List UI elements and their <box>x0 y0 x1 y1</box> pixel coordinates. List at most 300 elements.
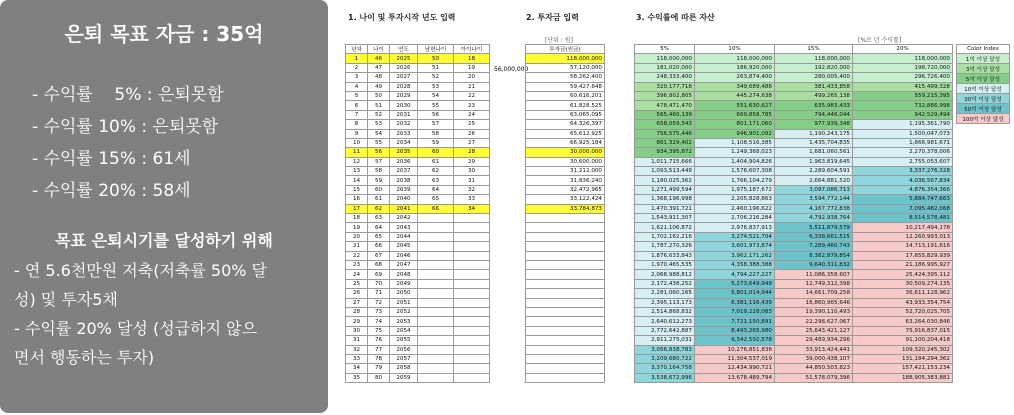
age-table-cell[interactable]: 2048 <box>390 270 418 279</box>
age-table-cell[interactable]: 65 <box>368 232 390 241</box>
returns-cell[interactable]: 157,421,153,234 <box>853 364 953 373</box>
age-table-cell[interactable]: 63 <box>368 214 390 223</box>
returns-cell[interactable]: 11,086,358,607 <box>775 270 853 279</box>
returns-cell[interactable]: 4,794,227,227 <box>695 270 775 279</box>
age-table-cell[interactable]: 55 <box>368 138 390 147</box>
returns-cell[interactable]: 934,395,872 <box>635 148 695 157</box>
age-table-cell[interactable] <box>418 242 454 251</box>
age-table-cell[interactable] <box>418 373 454 382</box>
investment-cell[interactable] <box>526 298 605 307</box>
age-table-cell[interactable]: 2053 <box>390 317 418 326</box>
returns-cell[interactable]: 36,611,128,962 <box>853 289 953 298</box>
returns-cell[interactable]: 1,702,162,216 <box>635 232 695 241</box>
age-table-cell[interactable]: 51 <box>418 63 454 72</box>
returns-cell[interactable]: 3,370,164,758 <box>635 364 695 373</box>
age-table-cell[interactable]: 76 <box>368 336 390 345</box>
returns-cell[interactable]: 21,186,995,927 <box>853 260 953 269</box>
returns-cell[interactable]: 8,514,578,481 <box>853 214 953 223</box>
age-table-cell[interactable]: 2054 <box>390 326 418 335</box>
returns-cell[interactable]: 8,382,879,854 <box>775 251 853 260</box>
age-table-cell[interactable] <box>418 345 454 354</box>
age-table-cell[interactable]: 9 <box>346 129 368 138</box>
investment-cell[interactable]: 31,836,240 <box>526 176 605 185</box>
returns-cell[interactable]: 296,726,400 <box>853 73 953 82</box>
investment-cell[interactable] <box>526 232 605 241</box>
returns-cell[interactable]: 1,011,715,666 <box>635 157 695 166</box>
age-table-cell[interactable]: 56 <box>418 110 454 119</box>
returns-cell[interactable]: 118,000,000 <box>635 54 695 63</box>
age-table-cell[interactable] <box>454 345 490 354</box>
age-table-cell[interactable]: 60 <box>418 148 454 157</box>
returns-cell[interactable]: 14,713,191,616 <box>853 242 953 251</box>
age-table-cell[interactable]: 6 <box>346 101 368 110</box>
age-table-cell[interactable]: 77 <box>368 345 390 354</box>
age-table-cell[interactable]: 58 <box>368 167 390 176</box>
age-table-cell[interactable]: 2042 <box>390 214 418 223</box>
returns-cell[interactable]: 3,962,171,262 <box>695 251 775 260</box>
returns-cell[interactable]: 565,460,139 <box>635 110 695 119</box>
returns-cell[interactable]: 1,249,368,023 <box>695 148 775 157</box>
returns-cell[interactable]: 669,858,785 <box>695 110 775 119</box>
returns-cell[interactable]: 33,913,424,441 <box>775 345 853 354</box>
age-table-cell[interactable]: 57 <box>418 120 454 129</box>
age-table-cell[interactable] <box>454 251 490 260</box>
age-table-cell[interactable]: 2045 <box>390 242 418 251</box>
investment-cell[interactable] <box>526 270 605 279</box>
returns-cell[interactable]: 7,095,482,068 <box>853 204 953 213</box>
age-table-cell[interactable]: 23 <box>454 101 490 110</box>
age-table-cell[interactable]: 35 <box>346 373 368 382</box>
age-table-cell[interactable]: 2034 <box>390 138 418 147</box>
returns-cell[interactable]: 2,911,275,031 <box>635 336 695 345</box>
returns-cell[interactable]: 2,281,060,165 <box>635 289 695 298</box>
age-table-cell[interactable]: 64 <box>368 223 390 232</box>
investment-cell[interactable] <box>526 307 605 316</box>
returns-cell[interactable]: 1,621,106,872 <box>635 223 695 232</box>
returns-cell[interactable]: 1,975,187,672 <box>695 185 775 194</box>
returns-cell[interactable]: 25,424,395,112 <box>853 270 953 279</box>
returns-cell[interactable]: 1,500,047,073 <box>853 129 953 138</box>
returns-cell[interactable]: 63,264,030,846 <box>853 317 953 326</box>
returns-cell[interactable]: 2,172,438,252 <box>635 279 695 288</box>
age-table-cell[interactable]: 57 <box>368 157 390 166</box>
returns-cell[interactable]: 4,876,354,366 <box>853 185 953 194</box>
age-table-cell[interactable]: 55 <box>418 101 454 110</box>
investment-cell[interactable] <box>526 364 605 373</box>
age-table-cell[interactable]: 2026 <box>390 63 418 72</box>
returns-cell[interactable]: 1,271,499,594 <box>635 185 695 194</box>
age-table-cell[interactable]: 2031 <box>390 110 418 119</box>
age-table-cell[interactable] <box>418 364 454 373</box>
investment-cell[interactable]: 60,616,201 <box>526 91 605 100</box>
age-table-cell[interactable] <box>454 223 490 232</box>
age-table-cell[interactable]: 24 <box>454 110 490 119</box>
returns-cell[interactable]: 2,640,612,273 <box>635 317 695 326</box>
returns-cell[interactable]: 16,860,965,646 <box>775 298 853 307</box>
returns-cell[interactable]: 10,276,851,836 <box>695 345 775 354</box>
age-table-cell[interactable]: 10 <box>346 138 368 147</box>
returns-cell[interactable]: 1,180,025,362 <box>635 176 695 185</box>
returns-cell[interactable]: 118,000,000 <box>695 54 775 63</box>
returns-cell[interactable]: 1,970,465,535 <box>635 260 695 269</box>
returns-cell[interactable]: 91,100,204,418 <box>853 336 953 345</box>
age-table-cell[interactable] <box>418 260 454 269</box>
age-table-cell[interactable] <box>418 336 454 345</box>
age-table-cell[interactable] <box>454 260 490 269</box>
age-table-cell[interactable]: 26 <box>346 289 368 298</box>
returns-cell[interactable]: 248,333,400 <box>635 73 695 82</box>
age-table-cell[interactable]: 2028 <box>390 82 418 91</box>
returns-cell[interactable]: 11,304,537,019 <box>695 354 775 363</box>
returns-cell[interactable]: 5,884,747,663 <box>853 195 953 204</box>
returns-cell[interactable]: 396,802,805 <box>635 91 695 100</box>
returns-cell[interactable]: 1,681,060,561 <box>775 148 853 157</box>
age-table-cell[interactable]: 25 <box>454 120 490 129</box>
age-table-cell[interactable] <box>454 354 490 363</box>
age-table-cell[interactable]: 2047 <box>390 260 418 269</box>
returns-cell[interactable]: 1,093,513,449 <box>635 167 695 176</box>
returns-cell[interactable]: 198,720,000 <box>853 63 953 72</box>
returns-cell[interactable]: 551,630,627 <box>695 101 775 110</box>
returns-cell[interactable]: 6,381,116,439 <box>695 298 775 307</box>
returns-cell[interactable]: 801,171,060 <box>695 120 775 129</box>
age-table-cell[interactable]: 2035 <box>390 148 418 157</box>
age-table-cell[interactable]: 14 <box>346 176 368 185</box>
returns-cell[interactable]: 3,209,680,722 <box>635 354 695 363</box>
returns-cell[interactable]: 8,493,265,980 <box>695 326 775 335</box>
age-table-cell[interactable]: 2037 <box>390 167 418 176</box>
age-table-cell[interactable]: 62 <box>418 167 454 176</box>
returns-cell[interactable]: 118,000,000 <box>775 54 853 63</box>
returns-cell[interactable]: 1,963,819,645 <box>775 157 853 166</box>
age-table-cell[interactable] <box>418 232 454 241</box>
age-table-cell[interactable] <box>454 364 490 373</box>
returns-cell[interactable]: 1,435,704,835 <box>775 138 853 147</box>
returns-cell[interactable]: 192,820,000 <box>775 63 853 72</box>
returns-cell[interactable]: 51,578,079,396 <box>775 373 853 382</box>
returns-cell[interactable]: 118,000,000 <box>853 54 953 63</box>
age-table-cell[interactable]: 7 <box>346 110 368 119</box>
returns-cell[interactable]: 3,097,086,713 <box>775 185 853 194</box>
returns-cell[interactable]: 12,749,312,398 <box>775 279 853 288</box>
age-table-cell[interactable]: 50 <box>418 54 454 63</box>
returns-cell[interactable]: 188,905,383,881 <box>853 373 953 382</box>
age-table-cell[interactable] <box>418 307 454 316</box>
returns-cell[interactable]: 263,874,400 <box>695 73 775 82</box>
age-table-cell[interactable]: 22 <box>346 251 368 260</box>
returns-cell[interactable]: 942,529,494 <box>853 110 953 119</box>
age-table-cell[interactable]: 31 <box>346 336 368 345</box>
returns-cell[interactable]: 5,273,649,949 <box>695 279 775 288</box>
returns-cell[interactable]: 349,689,488 <box>695 82 775 91</box>
returns-cell[interactable]: 1,787,270,326 <box>635 242 695 251</box>
returns-cell[interactable]: 29,489,934,296 <box>775 336 853 345</box>
returns-cell[interactable]: 9,640,311,832 <box>775 260 853 269</box>
returns-cell[interactable]: 1,543,911,307 <box>635 214 695 223</box>
investment-cell[interactable]: 118,000,000 <box>526 54 605 63</box>
age-table-cell[interactable] <box>418 223 454 232</box>
returns-cell[interactable]: 1,108,516,385 <box>695 138 775 147</box>
age-table-cell[interactable]: 13 <box>346 167 368 176</box>
age-table-cell[interactable]: 32 <box>454 185 490 194</box>
age-table-cell[interactable] <box>454 326 490 335</box>
age-table-cell[interactable]: 2044 <box>390 232 418 241</box>
returns-cell[interactable]: 381,433,858 <box>775 82 853 91</box>
age-table-cell[interactable]: 2036 <box>390 157 418 166</box>
age-table-cell[interactable]: 2030 <box>390 101 418 110</box>
age-table-cell[interactable] <box>418 270 454 279</box>
age-table-cell[interactable] <box>454 336 490 345</box>
age-table-cell[interactable]: 59 <box>368 176 390 185</box>
returns-cell[interactable]: 2,289,604,591 <box>775 167 853 176</box>
age-table-cell[interactable]: 11 <box>346 148 368 157</box>
returns-cell[interactable]: 30,509,274,135 <box>853 279 953 288</box>
returns-cell[interactable]: 9,342,592,578 <box>695 336 775 345</box>
age-table-cell[interactable] <box>454 373 490 382</box>
returns-cell[interactable]: 635,983,433 <box>775 101 853 110</box>
age-table-cell[interactable]: 2043 <box>390 223 418 232</box>
returns-cell[interactable]: 109,320,245,302 <box>853 345 953 354</box>
investment-cell[interactable]: 63,065,095 <box>526 110 605 119</box>
age-table-cell[interactable] <box>418 251 454 260</box>
returns-cell[interactable]: 1,876,633,843 <box>635 251 695 260</box>
age-table-cell[interactable]: 2057 <box>390 354 418 363</box>
age-table-cell[interactable] <box>454 307 490 316</box>
age-table-cell[interactable] <box>418 354 454 363</box>
age-table-cell[interactable]: 68 <box>368 260 390 269</box>
age-table-cell[interactable]: 32 <box>346 345 368 354</box>
age-table-cell[interactable]: 2058 <box>390 364 418 373</box>
returns-cell[interactable]: 17,655,829,939 <box>853 251 953 260</box>
age-table-cell[interactable]: 18 <box>454 54 490 63</box>
returns-cell[interactable]: 499,265,138 <box>775 91 853 100</box>
age-table-cell[interactable] <box>418 326 454 335</box>
returns-cell[interactable]: 3,538,672,996 <box>635 373 695 382</box>
age-table-cell[interactable]: 19 <box>454 63 490 72</box>
age-table-cell[interactable]: 19 <box>346 223 368 232</box>
returns-cell[interactable]: 2,755,053,607 <box>853 157 953 166</box>
age-table-cell[interactable]: 31 <box>454 176 490 185</box>
age-table-cell[interactable]: 70 <box>368 279 390 288</box>
age-table-cell[interactable]: 48 <box>368 73 390 82</box>
age-table-cell[interactable]: 47 <box>368 63 390 72</box>
age-table-cell[interactable]: 1 <box>346 54 368 63</box>
age-table-cell[interactable]: 54 <box>368 129 390 138</box>
age-table-cell[interactable]: 2051 <box>390 298 418 307</box>
age-table-cell[interactable] <box>454 214 490 223</box>
age-table-cell[interactable] <box>454 289 490 298</box>
age-table-cell[interactable]: 27 <box>454 138 490 147</box>
returns-cell[interactable]: 2,068,988,812 <box>635 270 695 279</box>
returns-cell[interactable]: 12,260,993,013 <box>853 232 953 241</box>
age-table-cell[interactable]: 69 <box>368 270 390 279</box>
returns-cell[interactable]: 12,434,990,721 <box>695 364 775 373</box>
age-table-cell[interactable] <box>454 242 490 251</box>
age-table-cell[interactable]: 2 <box>346 63 368 72</box>
age-table-cell[interactable]: 30 <box>346 326 368 335</box>
returns-cell[interactable]: 977,939,348 <box>775 120 853 129</box>
age-table-cell[interactable]: 74 <box>368 317 390 326</box>
returns-cell[interactable]: 5,511,879,579 <box>775 223 853 232</box>
age-table-cell[interactable]: 60 <box>368 185 390 194</box>
returns-cell[interactable]: 1,866,981,671 <box>853 138 953 147</box>
returns-cell[interactable]: 478,471,470 <box>635 101 695 110</box>
investment-cell[interactable]: 64,326,397 <box>526 120 605 129</box>
returns-cell[interactable]: 131,184,294,362 <box>853 354 953 363</box>
returns-cell[interactable]: 658,059,543 <box>635 120 695 129</box>
returns-cell[interactable]: 4,036,567,834 <box>853 176 953 185</box>
returns-cell[interactable]: 1,404,904,826 <box>695 157 775 166</box>
investment-cell[interactable] <box>526 345 605 354</box>
age-table-cell[interactable]: 2046 <box>390 251 418 260</box>
age-table-cell[interactable]: 17 <box>346 204 368 213</box>
returns-cell[interactable]: 7,019,228,083 <box>695 307 775 316</box>
investment-cell[interactable]: 30,000,000 <box>526 148 605 157</box>
age-table-cell[interactable]: 61 <box>368 195 390 204</box>
returns-cell[interactable]: 14,661,709,258 <box>775 289 853 298</box>
age-table-cell[interactable]: 64 <box>418 185 454 194</box>
returns-cell[interactable]: 25,643,421,127 <box>775 326 853 335</box>
investment-cell[interactable]: 61,828,525 <box>526 101 605 110</box>
returns-cell[interactable]: 4,792,938,764 <box>775 214 853 223</box>
age-table-cell[interactable] <box>454 298 490 307</box>
age-table-cell[interactable]: 2049 <box>390 279 418 288</box>
returns-cell[interactable]: 19,390,110,493 <box>775 307 853 316</box>
returns-cell[interactable]: 186,920,000 <box>695 63 775 72</box>
age-table-cell[interactable]: 78 <box>368 354 390 363</box>
investment-cell[interactable] <box>526 214 605 223</box>
returns-cell[interactable]: 181,020,000 <box>635 63 695 72</box>
returns-cell[interactable]: 756,575,446 <box>635 129 695 138</box>
age-table-cell[interactable]: 2059 <box>390 373 418 382</box>
age-table-cell[interactable]: 2056 <box>390 345 418 354</box>
age-table-cell[interactable]: 2040 <box>390 195 418 204</box>
age-table-cell[interactable]: 66 <box>368 242 390 251</box>
age-table-cell[interactable]: 24 <box>346 270 368 279</box>
age-table-cell[interactable] <box>454 317 490 326</box>
age-table-cell[interactable]: 59 <box>418 138 454 147</box>
age-table-cell[interactable]: 29 <box>454 157 490 166</box>
age-table-cell[interactable]: 22 <box>454 91 490 100</box>
age-table-cell[interactable]: 75 <box>368 326 390 335</box>
returns-cell[interactable]: 22,298,627,067 <box>775 317 853 326</box>
returns-cell[interactable]: 10,217,494,178 <box>853 223 953 232</box>
age-table-cell[interactable] <box>418 289 454 298</box>
returns-cell[interactable]: 2,772,642,887 <box>635 326 695 335</box>
age-table-cell[interactable] <box>454 279 490 288</box>
age-table-cell[interactable]: 28 <box>346 307 368 316</box>
age-table-cell[interactable]: 46 <box>368 54 390 63</box>
age-table-cell[interactable]: 3 <box>346 73 368 82</box>
investment-cell[interactable]: 59,427,648 <box>526 82 605 91</box>
returns-cell[interactable]: 3,056,838,783 <box>635 345 695 354</box>
returns-cell[interactable]: 2,395,113,173 <box>635 298 695 307</box>
investment-cell[interactable] <box>526 373 605 382</box>
investment-cell[interactable] <box>526 289 605 298</box>
returns-cell[interactable]: 7,721,150,891 <box>695 317 775 326</box>
age-table-cell[interactable]: 2050 <box>390 289 418 298</box>
age-table-cell[interactable]: 33 <box>346 354 368 363</box>
investment-cell[interactable] <box>526 223 605 232</box>
investment-cell[interactable] <box>526 260 605 269</box>
age-table-cell[interactable]: 62 <box>368 204 390 213</box>
returns-cell[interactable]: 2,664,881,520 <box>775 176 853 185</box>
age-table-cell[interactable]: 34 <box>346 364 368 373</box>
age-table-cell[interactable] <box>418 279 454 288</box>
returns-cell[interactable]: 559,215,395 <box>853 91 953 100</box>
age-table-cell[interactable]: 21 <box>454 82 490 91</box>
age-table-cell[interactable] <box>418 214 454 223</box>
returns-cell[interactable]: 1,368,196,998 <box>635 195 695 204</box>
returns-cell[interactable]: 3,594,772,144 <box>775 195 853 204</box>
age-table-cell[interactable]: 25 <box>346 279 368 288</box>
age-table-cell[interactable]: 67 <box>368 251 390 260</box>
investment-cell[interactable] <box>526 317 605 326</box>
age-table-cell[interactable]: 5 <box>346 91 368 100</box>
returns-cell[interactable]: 6,338,661,515 <box>775 232 853 241</box>
age-table-cell[interactable]: 53 <box>368 120 390 129</box>
age-table-cell[interactable]: 80 <box>368 373 390 382</box>
returns-cell[interactable]: 5,801,014,944 <box>695 289 775 298</box>
investment-cell[interactable]: 33,122,424 <box>526 195 605 204</box>
returns-cell[interactable]: 3,274,521,704 <box>695 232 775 241</box>
returns-cell[interactable]: 1,576,607,308 <box>695 167 775 176</box>
age-table-cell[interactable]: 18 <box>346 214 368 223</box>
age-table-cell[interactable]: 27 <box>346 298 368 307</box>
returns-cell[interactable]: 2,706,216,284 <box>695 214 775 223</box>
age-table-cell[interactable]: 2027 <box>390 73 418 82</box>
age-table-cell[interactable]: 2032 <box>390 120 418 129</box>
investment-cell[interactable] <box>526 336 605 345</box>
age-table-cell[interactable]: 8 <box>346 120 368 129</box>
returns-cell[interactable]: 320,177,718 <box>635 82 695 91</box>
age-table-cell[interactable]: 20 <box>454 73 490 82</box>
age-table-cell[interactable]: 54 <box>418 91 454 100</box>
age-table-cell[interactable]: 20 <box>346 232 368 241</box>
investment-cell[interactable] <box>526 251 605 260</box>
investment-cell[interactable]: 58,262,400 <box>526 73 605 82</box>
age-table-cell[interactable] <box>418 298 454 307</box>
returns-cell[interactable]: 3,601,973,874 <box>695 242 775 251</box>
age-table-cell[interactable]: 56 <box>368 148 390 157</box>
age-table-cell[interactable]: 16 <box>346 195 368 204</box>
returns-cell[interactable]: 445,274,638 <box>695 91 775 100</box>
age-table-cell[interactable]: 49 <box>368 82 390 91</box>
age-table-cell[interactable]: 33 <box>454 195 490 204</box>
age-table-cell[interactable]: 63 <box>418 176 454 185</box>
returns-cell[interactable]: 861,329,402 <box>635 138 695 147</box>
age-table-cell[interactable]: 2052 <box>390 307 418 316</box>
age-table-cell[interactable]: 23 <box>346 260 368 269</box>
returns-cell[interactable]: 3,337,276,328 <box>853 167 953 176</box>
age-table-cell[interactable]: 15 <box>346 185 368 194</box>
age-table-cell[interactable]: 2039 <box>390 185 418 194</box>
returns-cell[interactable]: 2,205,828,863 <box>695 195 775 204</box>
age-table-cell[interactable]: 21 <box>346 242 368 251</box>
returns-cell[interactable]: 1,195,361,790 <box>853 120 953 129</box>
age-table-cell[interactable]: 2033 <box>390 129 418 138</box>
investment-cell[interactable]: 65,612,925 <box>526 129 605 138</box>
returns-cell[interactable]: 2,514,868,832 <box>635 307 695 316</box>
returns-cell[interactable]: 43,933,354,754 <box>853 298 953 307</box>
returns-cell[interactable]: 1,470,391,721 <box>635 204 695 213</box>
returns-cell[interactable]: 2,976,837,913 <box>695 223 775 232</box>
age-table-cell[interactable]: 29 <box>346 317 368 326</box>
age-table-cell[interactable]: 34 <box>454 204 490 213</box>
investment-cell[interactable]: 30,600,000 <box>526 157 605 166</box>
investment-cell[interactable]: 66,925,184 <box>526 138 605 147</box>
age-table-cell[interactable]: 51 <box>368 101 390 110</box>
